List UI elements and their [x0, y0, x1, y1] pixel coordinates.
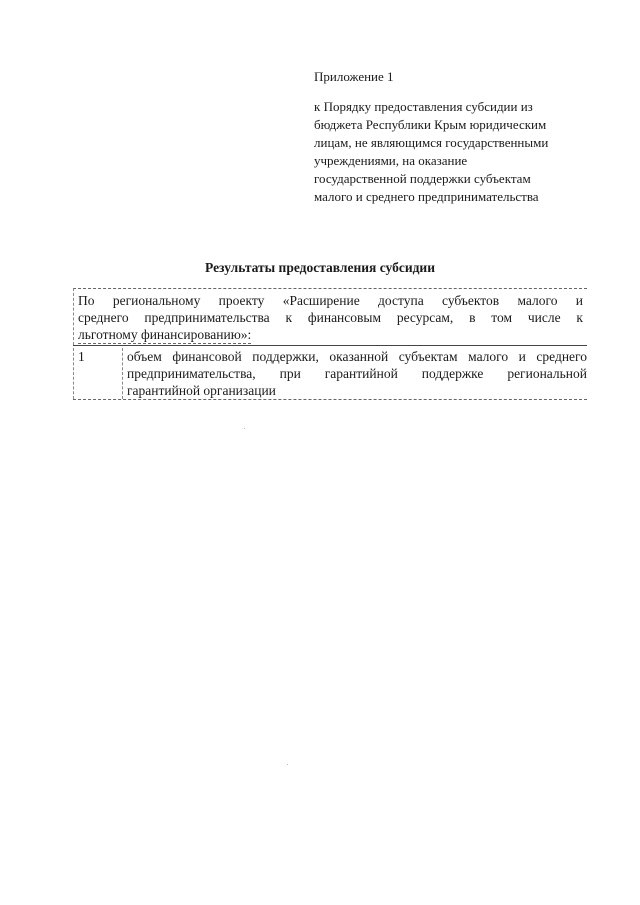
row-description — [123, 348, 587, 399]
row-description-line: предпринимательства, при гарантийной поддержке региональной — [127, 366, 587, 381]
table-row — [73, 345, 587, 400]
row-description-line: объем финансовой поддержки, оказанной субъектам малого и среднего — [127, 349, 587, 364]
project-row — [73, 288, 587, 345]
project-line: По региональному проекту «Расширение доступа субъектов малого и — [78, 293, 583, 308]
appendix-line: лицам, не являющимся государственными — [314, 135, 549, 150]
results-table — [73, 288, 587, 400]
appendix-title: Приложение 1 — [314, 69, 394, 84]
section-title: Результаты предоставления субсидии — [205, 260, 435, 275]
row-number: 1 — [73, 348, 123, 399]
appendix-line: государственной поддержки субъектам — [314, 171, 531, 186]
appendix-line: бюджета Республики Крым юридическим — [314, 117, 547, 132]
appendix-line: малого и среднего предпринимательства — [314, 189, 539, 204]
appendix-line: к Порядку предоставления субсидии из — [314, 99, 533, 114]
project-line: среднего предпринимательства к финансовым ресурсам, в том числе к — [78, 310, 583, 325]
appendix-line: учреждениями, на оказание — [314, 153, 468, 168]
project-line: льготному финансированию»: — [78, 327, 252, 342]
row-description-line: гарантийной организации — [127, 383, 276, 398]
appendix-header — [314, 68, 594, 206]
scan-speck — [244, 428, 245, 429]
scan-speck — [287, 764, 288, 765]
